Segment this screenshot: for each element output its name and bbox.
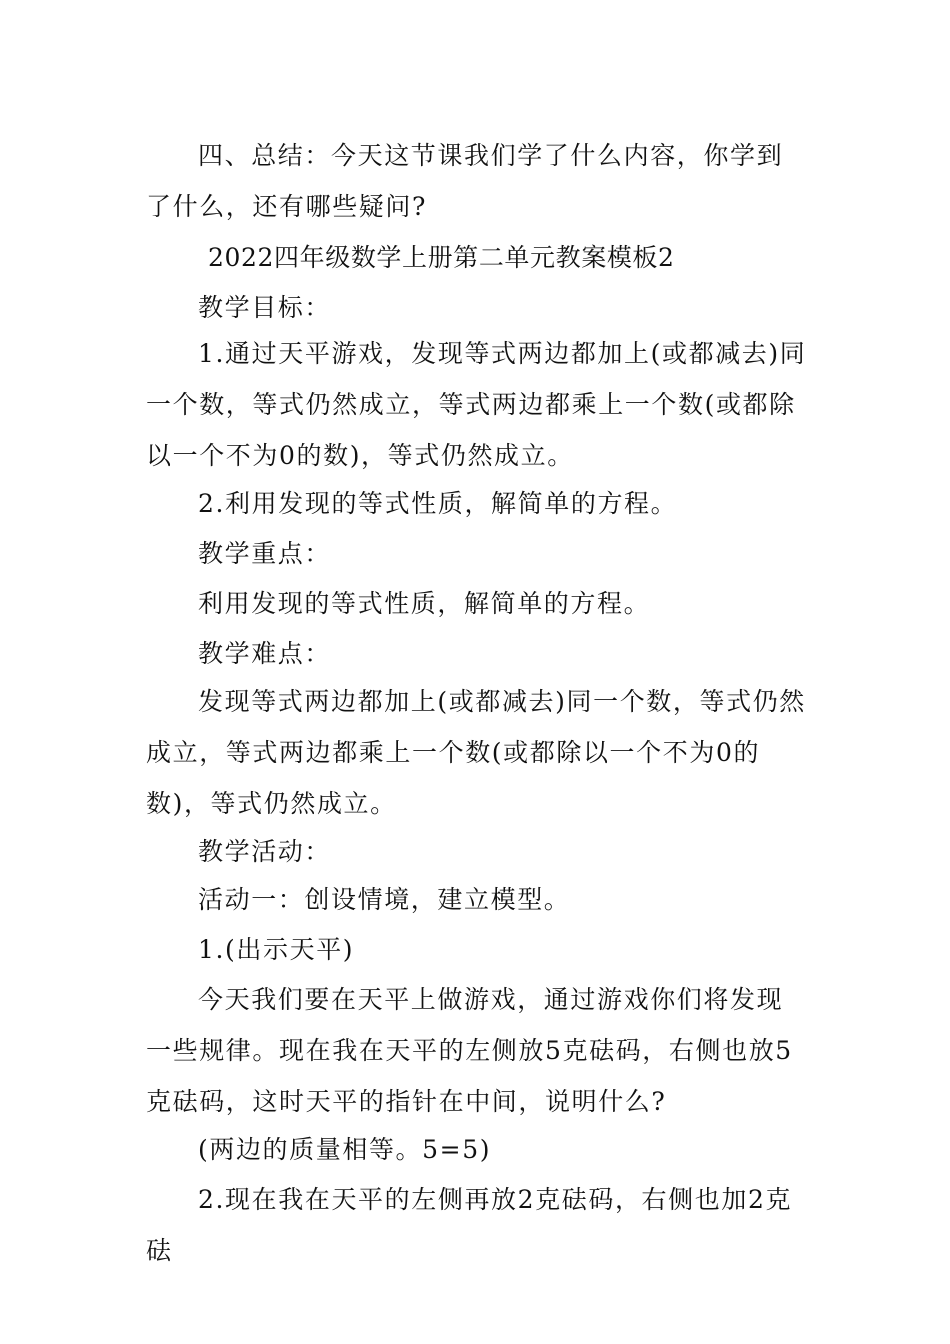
activity-description-paragraph: 今天我们要在天平上做游戏，通过游戏你们将发现一些规律。现在我在天平的左侧放5克砝码，右侧也放5克砝码，这时天平的指针在中间，说明什么? bbox=[146, 985, 793, 1116]
activity-1-heading: 活动一：创设情境，建立模型。 bbox=[198, 885, 571, 914]
goal-1-paragraph: 1.通过天平游戏，发现等式两边都加上(或都减去)同一个数，等式仍然成立，等式两边都乘上一个数(或都除以一个不为0的数)，等式仍然成立。 bbox=[146, 339, 807, 470]
goal-2-paragraph: 2.利用发现的等式性质，解简单的方程。 bbox=[198, 489, 678, 518]
answer-paragraph: (两边的质量相等。5=5) bbox=[198, 1135, 492, 1164]
activity-step-1: 1.(出示天平) bbox=[198, 935, 355, 964]
section-title: 2022四年级数学上册第二单元教案模板2 bbox=[208, 243, 675, 272]
key-points-paragraph: 利用发现的等式性质，解简单的方程。 bbox=[198, 589, 651, 618]
heading-key-points: 教学重点： bbox=[198, 539, 332, 568]
heading-teaching-goals: 教学目标： bbox=[198, 293, 332, 322]
heading-difficulties: 教学难点： bbox=[198, 639, 332, 668]
activity-step-2: 2.现在我在天平的左侧再放2克砝码，右侧也加2克砝 bbox=[146, 1185, 793, 1265]
summary-paragraph: 四、总结：今天这节课我们学了什么内容，你学到了什么，还有哪些疑问? bbox=[146, 141, 784, 221]
difficulties-paragraph: 发现等式两边都加上(或都减去)同一个数，等式仍然成立，等式两边都乘上一个数(或都除以一个不为0的数)，等式仍然成立。 bbox=[146, 687, 806, 818]
heading-activities: 教学活动： bbox=[198, 837, 332, 866]
